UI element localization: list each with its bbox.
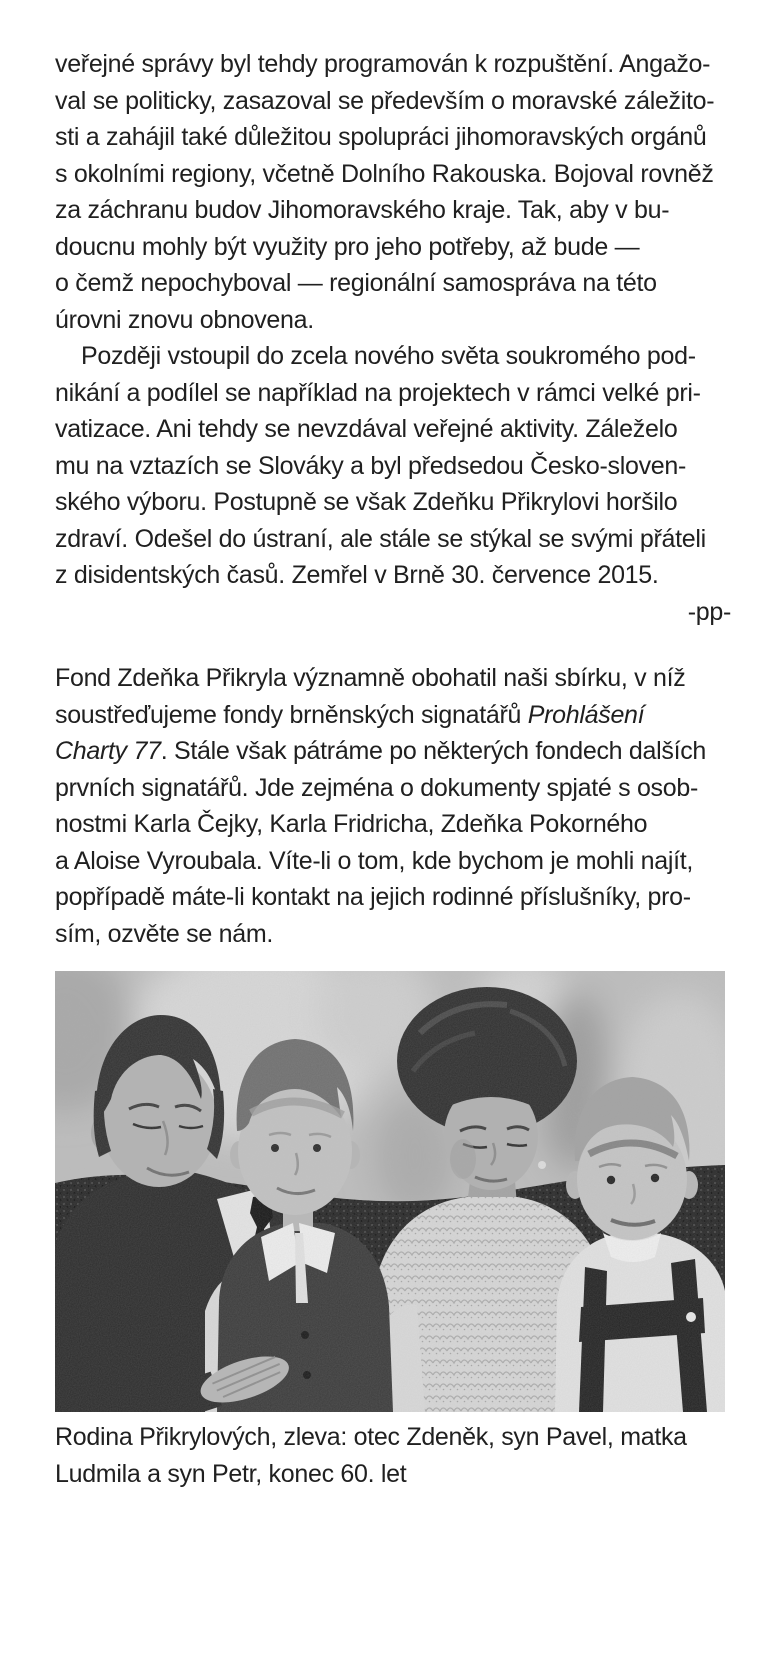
photo-grain: [55, 971, 725, 1412]
paragraph-2: Později vstoupil do zcela nového světa soukromého pod- nikání a podílel se například na projektech v rámci velké pri- vatizace. Ani tehdy se nevzdával veřejné aktivity. Záleželo mu na vztazích se Slováky a byl předsedou Česko-sloven- ského výboru. Postupně se však Zdeňku Přikrylovi horšilo zdraví. Odešel do ústraní, ale stále se stýkal se svými přáteli z disidentských časů. Zemřel v Brně 30. července 2015.: [55, 342, 706, 589]
paragraph-1: veřejné správy byl tehdy programován k rozpuštění. Angažo- val se politicky, zasazoval se především o moravské záležito- sti a zahájil také důležitou spolupráci jihomoravských orgánů s okolními regiony, včetně Dolního Rakouska. Bojoval rovněž za záchranu budov Jihomoravského kraje. Tak, aby v bu- doucnu mohly být využity pro jeho potřeby, až bude — o čemž nepochyboval — regionální samospráva na této úrovni znovu obnovena.: [55, 50, 715, 334]
author-initials: -pp-: [687, 597, 731, 626]
family-photo: [55, 971, 725, 1412]
text-column: [55, 46, 731, 1492]
paragraph-3: Fond Zdeňka Přikryla významně obohatil naši sbírku, v níž soustřeďujeme fondy brněnských signatářů Prohlášení Charty 77. Stále však pátráme po některých fondech dalších prvních signatářů. Jde zejména o dokumenty spjaté s osob- nostmi Karla Čejky, Karla Fridricha, Zdeňka Pokorného a Aloise Vyroubala. Víte-li o tom, kde bychom je mohli najít, popřípadě máte-li kontakt na jejich rodinné příslušníky, pro- sím, ozvěte se nám.: [55, 664, 707, 948]
photo-figure: [55, 971, 731, 1492]
photo-caption: Rodina Přikrylových, zleva: otec Zdeněk, syn Pavel, matka Ludmila a syn Petr, konec 60. let: [55, 1423, 687, 1488]
